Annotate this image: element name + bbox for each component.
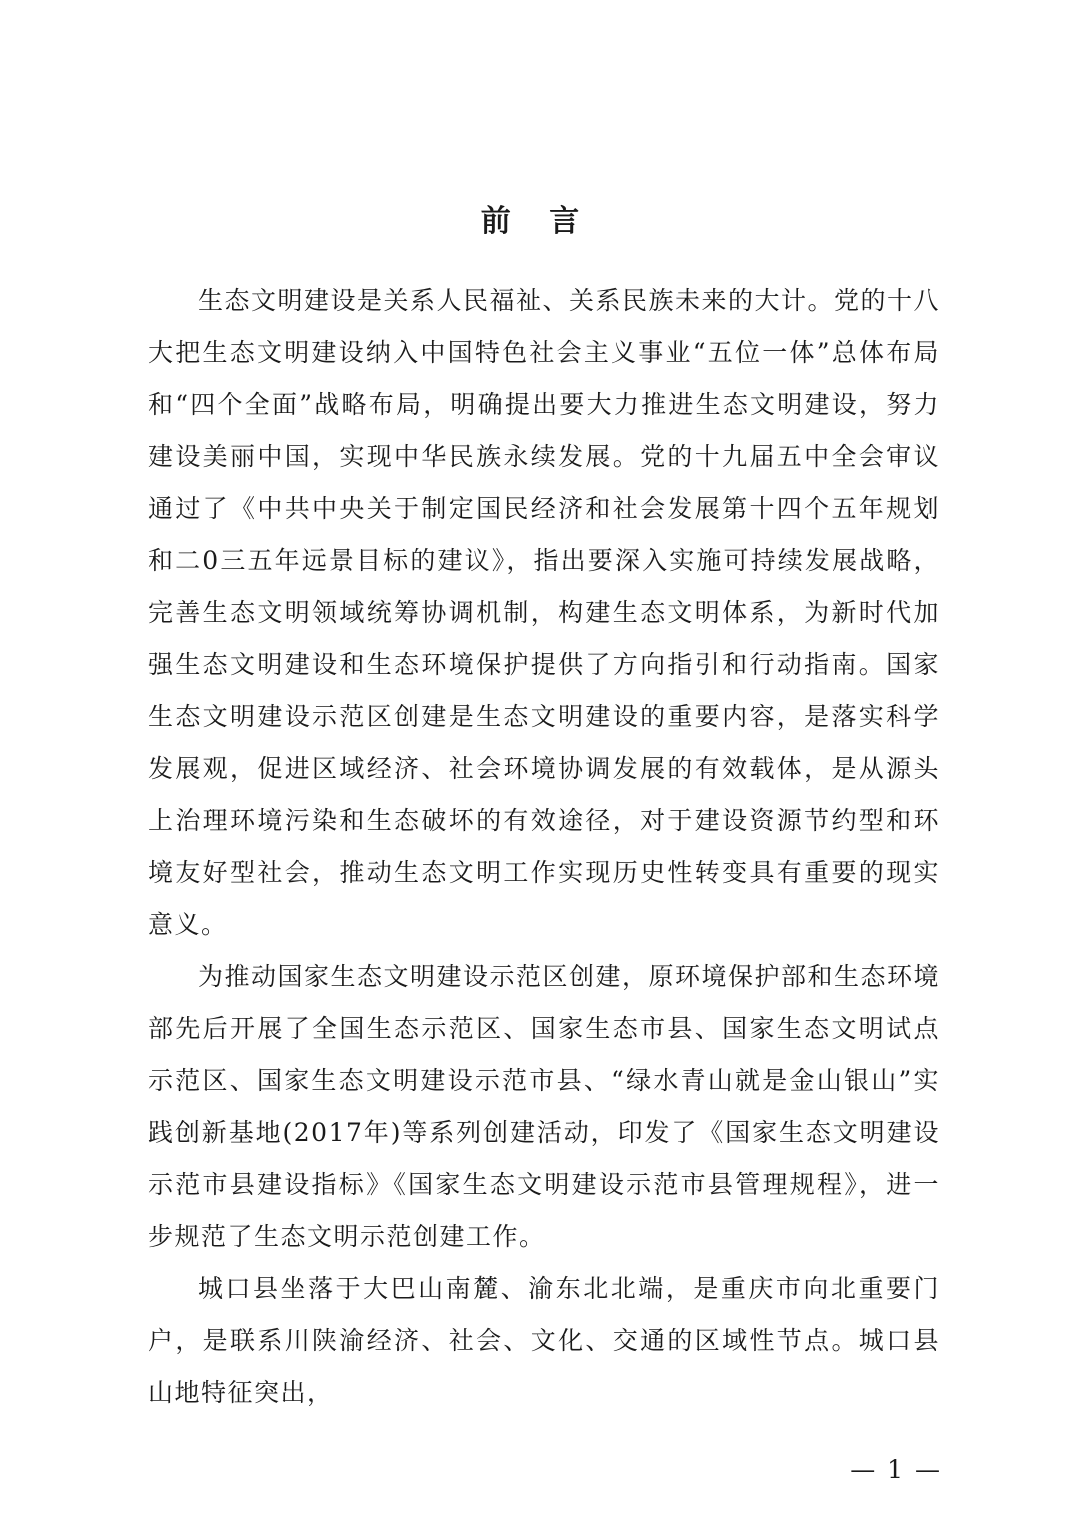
- paragraph-2: 为推动国家生态文明建设示范区创建，原环境保护部和生态环境部先后开展了全国生态示范区、国家生态市县、国家生态文明试点示范区、国家生态文明建设示范市县、“绿水青山就是金山银山”实践创新基地(2017年)等系列创建活动，印发了《国家生态文明建设示范市县建设指标》《国家生态文明建设示范市县管理规程》，进一步规范了生态文明示范创建工作。: [148, 962, 941, 1251]
- paragraph-3: 城口县坐落于大巴山南麓、渝东北北端，是重庆市向北重要门户，是联系川陕渝经济、社会、文化、交通的区域性节点。城口县山地特征突出，: [148, 1274, 940, 1407]
- paragraph-1: 生态文明建设是关系人民福祉、关系民族未来的大计。党的十八大把生态文明建设纳入中国特色社会主义事业“五位一体”总体布局和“四个全面”战略布局，明确提出要大力推进生态文明建设，努力建设美丽中国，实现中华民族永续发展。党的十九届五中全会审议通过了《中共中央关于制定国民经济和社会发展第十四个五年规划和二0三五年远景目标的建议》，指出要深入实施可持续发展战略，完善生态文明领域统筹协调机制，构建生态文明体系，为新时代加强生态文明建设和生态环境保护提供了方向指引和行动指南。国家生态文明建设示范区创建是生态文明建设的重要内容，是落实科学发展观，促进区域经济、社会环境协调发展的有效载体，是从源头上治理环境污染和生态破坏的有效途径，对于建设资源节约型和环境友好型社会，推动生态文明工作实现历史性转变具有重要的现实意义。: [148, 286, 941, 939]
- page-number: — 1 —: [850, 1455, 942, 1484]
- page-title: 前 言: [480, 204, 594, 239]
- document-body: [148, 275, 940, 1419]
